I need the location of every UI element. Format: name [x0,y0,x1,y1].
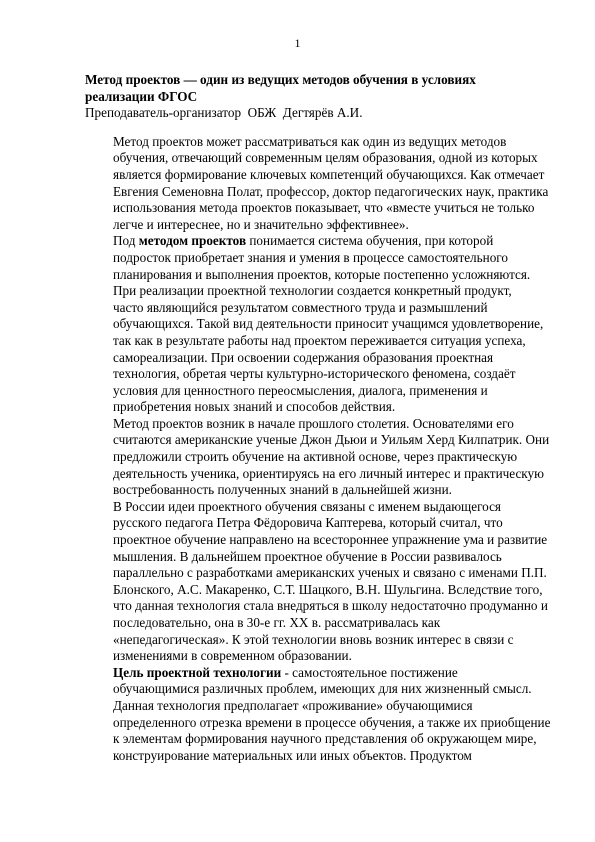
paragraph-line: обучения, отвечающий современным целям образования, одной из которых [113,150,538,166]
paragraph-line: часто являющийся результатом совместного труда и размышлений [113,299,488,315]
paragraph-1 [85,133,549,234]
paragraph-5 [85,498,548,665]
paragraph-line: технология, обретая черты культурно-исторического феномена, создаёт [113,366,516,382]
paragraph-line: При реализации проектной технологии создается конкретный продукт, [113,283,512,299]
paragraph-2 [85,233,531,283]
title-line: реализации ФГОС [85,88,198,104]
paragraph-line: последовательно, она в 30-е гг. XX в. рассматривалась как [113,615,441,630]
paragraph-line [85,233,524,250]
paragraph-line: к элементам формирования научного представления об окружающем мире, [113,731,537,747]
paragraph-4 [85,415,550,499]
document-body [85,72,551,764]
paragraph-line: мышления. В дальнейшем проектное обучение в России развивалось [113,548,502,564]
paragraph-line: использования метода проектов показывает, что «вместе учиться не только [113,200,535,216]
text-run: понимается система обучения, при которой [246,233,494,249]
paragraph-line: условия для ценностного переосмысления, диалога, применения и [113,382,488,398]
paragraph-line: изменениями в современном образовании. [113,648,352,664]
paragraph-line: обучающихся. Такой вид деятельности приносит учащимся удовлетворение, [113,316,544,332]
paragraph-line: приобретения новых знаний и способов действия. [113,399,396,415]
paragraph-line: русского педагога Петра Фёдоровича Каптерева, который считал, что [113,515,503,531]
paragraph-line: проектное обучение направлено на всестороннее упражнение ума и развитие [113,532,548,548]
author-text: Преподаватель-организатор ОБЖ Дегтярёв А.И. [85,105,363,121]
paragraph-3 [85,283,544,416]
paragraph-line: что данная технология стала внедряться в школу недостаточно продуманно и [113,598,548,614]
text-run: Под [113,233,139,249]
paragraph-line: Блонского, А.С. Макаренко, С.Т. Шацкого, В.Н. Шульгина. Вследствие того, [113,581,543,597]
paragraph-line: является формирование ключевых компетенций обучающихся. Как отмечает [113,166,545,182]
paragraph-line: самореализации. При освоении содержания образования проектная [113,349,494,365]
paragraph-line: определенного отрезка времени в процессе обучения, а также их приобщение [113,714,551,730]
paragraph-line: считаются американские ученые Джон Дьюи и Уильям Херд Килпатрик. Они [113,432,550,448]
paragraph-line: подросток приобретает знания и умения в процессе самостоятельного [113,249,508,265]
author-line [85,105,524,122]
paragraph-line: параллельно с разработками американских ученых и связано с именами П.П. [113,565,547,581]
paragraph-6 [85,664,551,765]
paragraph-line: Данная технология предполагает «проживание» обучающимися [113,697,473,713]
title-line: Метод проектов — один из ведущих методов обучения в условиях [85,72,476,87]
paragraph-line: Метод проектов возник в начале прошлого столетия. Основателями его [113,415,514,431]
document-title [85,72,524,105]
paragraph-line: так как в результате работы над проектом переживается ситуация успеха, [113,332,526,348]
page-number: 1 [294,36,301,50]
paragraph-line: Метод проектов может рассматриваться как один из ведущих методов [113,133,507,149]
paragraph-line: предложили строить обучение на активной основе, через практическую [113,449,518,465]
bold-term: методом проектов [138,233,247,249]
paragraph-line [85,665,524,682]
text-run: - самостоятельное постижение [281,664,458,680]
paragraph-line: востребованность полученных знаний в дальнейшей жизни. [113,482,452,498]
paragraph-line: конструирование материальных или иных объектов. Продуктом [113,747,472,763]
paragraph-line: Евгения Семеновна Полат, профессор, доктор педагогических наук, практика [113,183,549,199]
paragraph-line: «непедагогическая». К этой технологии вновь возник интерес в связи с [113,631,514,647]
paragraph-line: В России идеи проектного обучения связаны с именем выдающегося [113,498,501,514]
bold-term: Цель проектной технологии [113,664,282,680]
paragraph-line: обучающимися различных проблем, имеющих для них жизненный смысл. [113,681,532,697]
paragraph-line: легче и интереснее, но и значительно эффективнее». [113,216,409,232]
paragraph-line: планирования и выполнения проектов, которые постепенно усложняются. [113,266,531,282]
paragraph-line: деятельность ученика, ориентируясь на его личный интерес и практическую [113,465,544,481]
